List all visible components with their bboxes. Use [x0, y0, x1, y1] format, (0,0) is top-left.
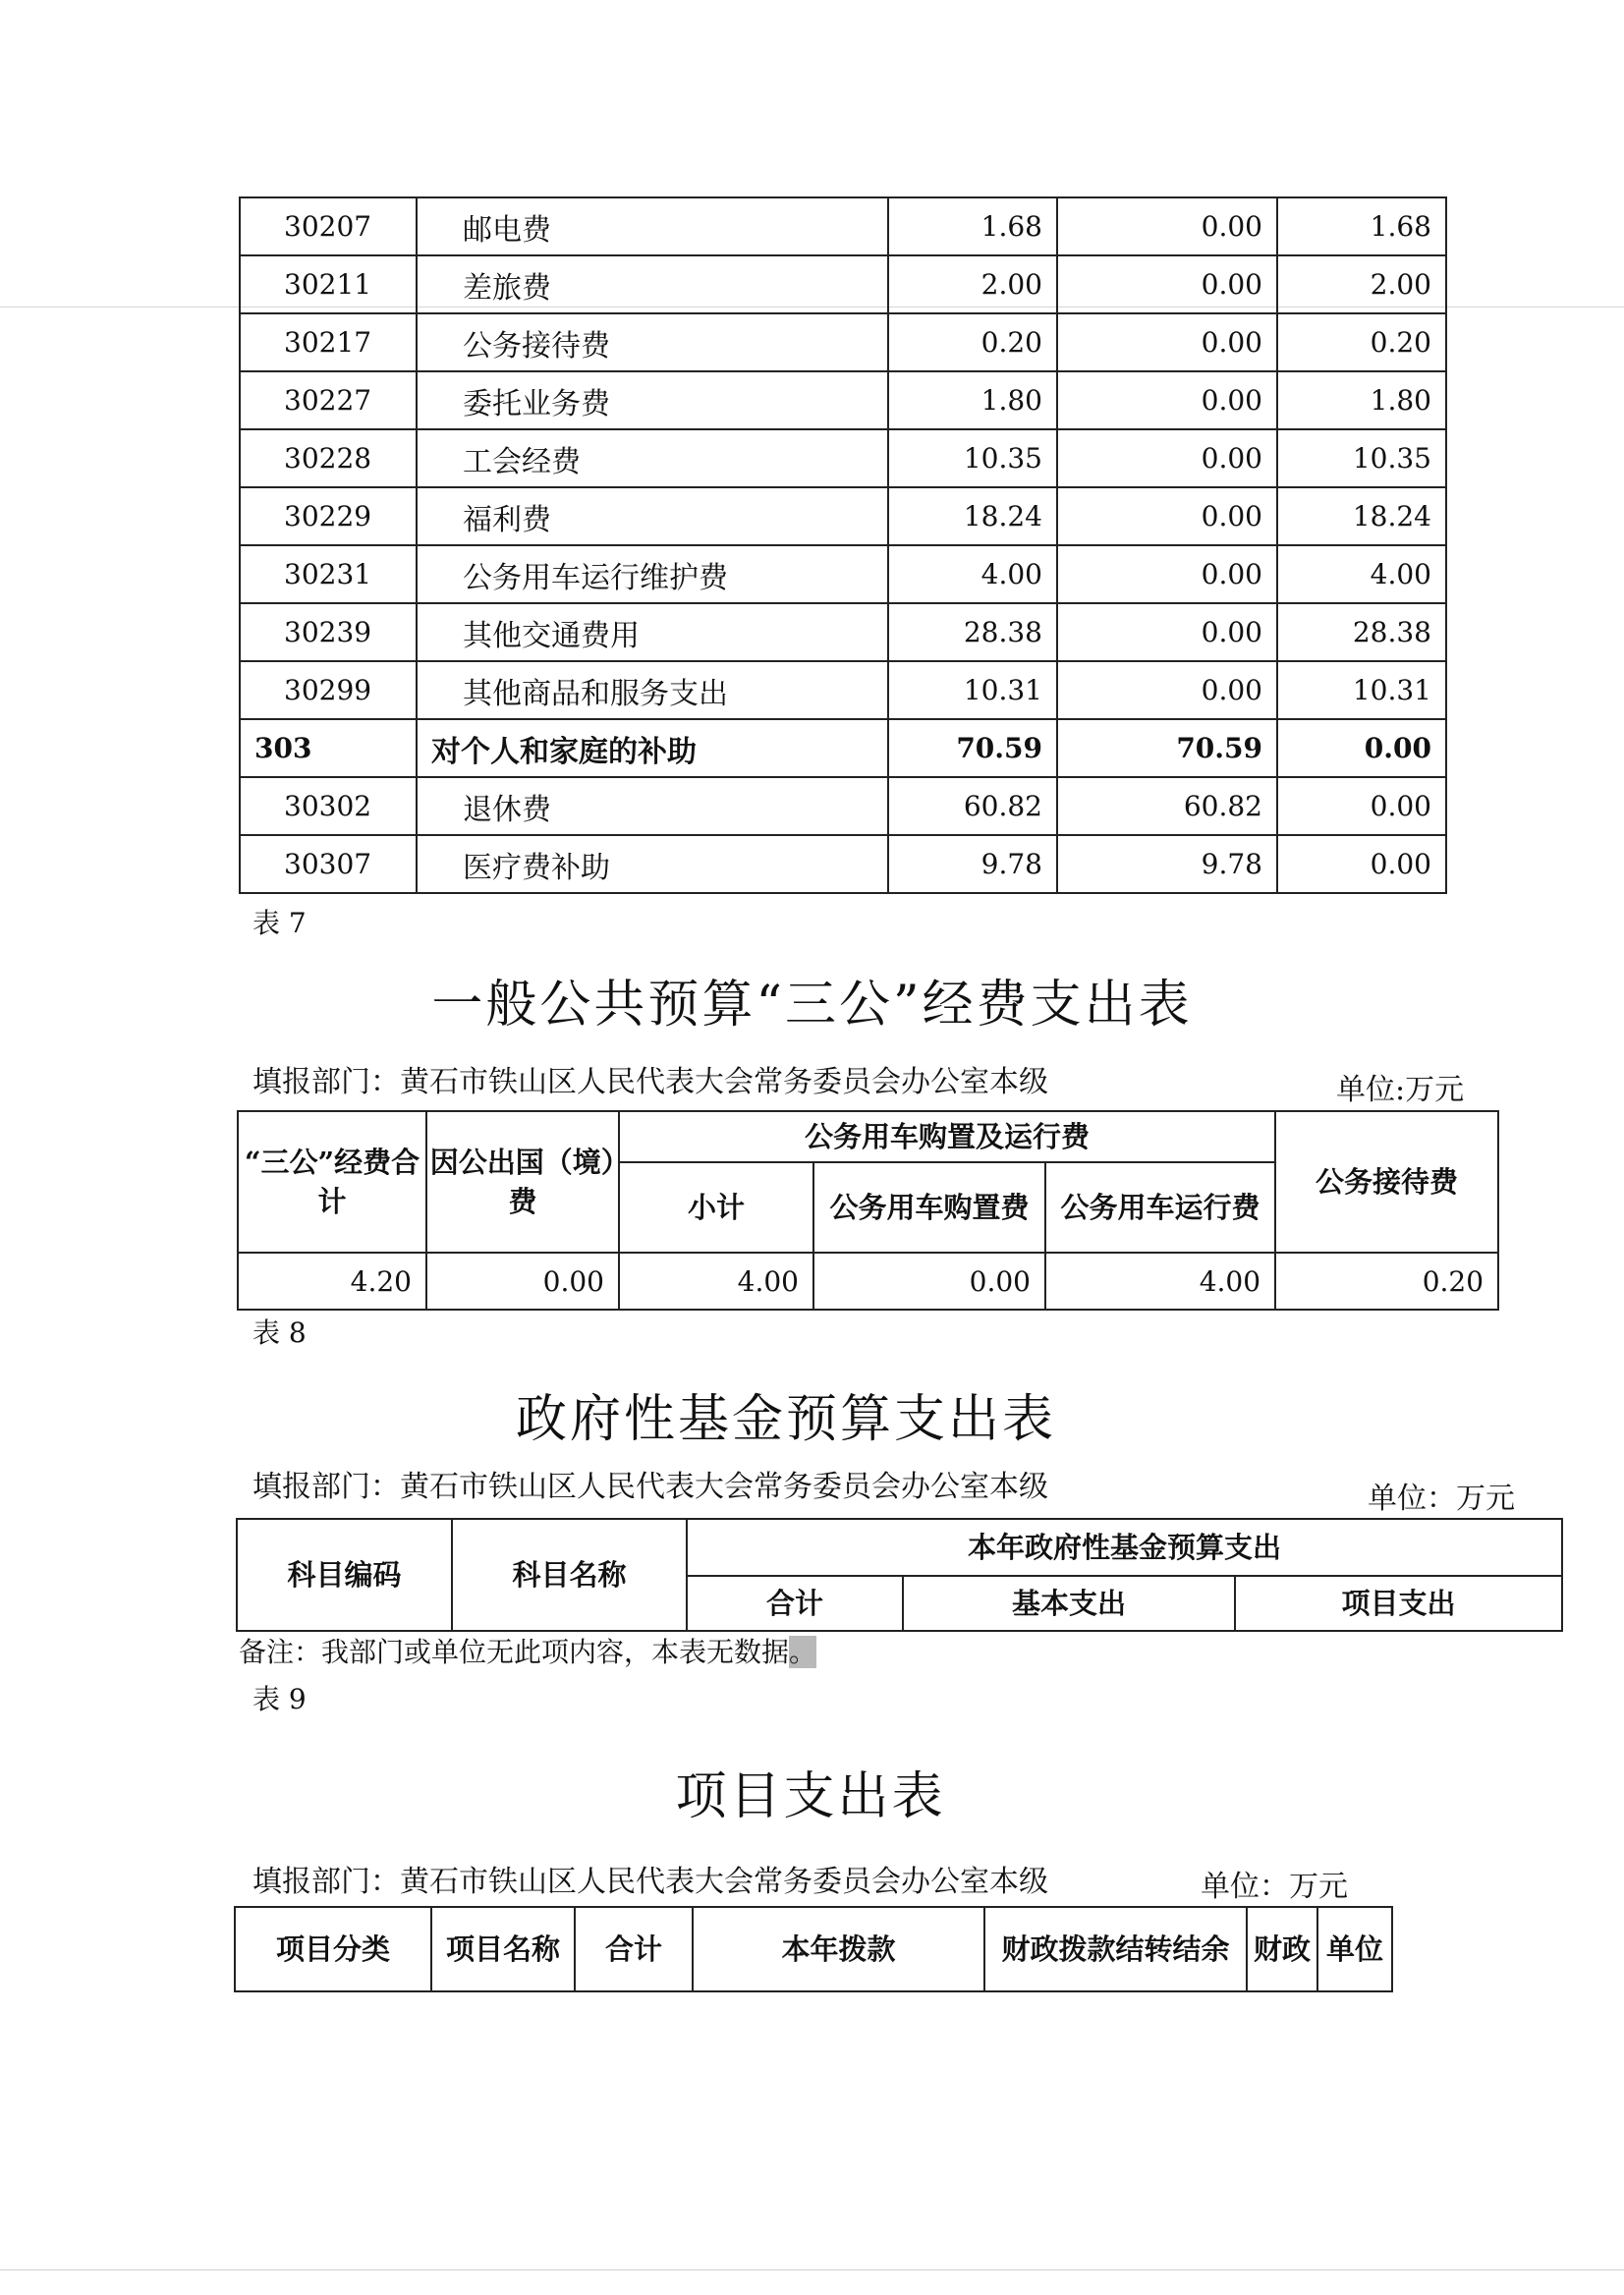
- header-fund-project: 项目支出: [1235, 1576, 1562, 1631]
- row-name: 其他商品和服务支出: [417, 661, 888, 719]
- row-project: 0.00: [1277, 777, 1446, 835]
- header-subtotal: 小计: [619, 1162, 813, 1253]
- row-total: 28.38: [888, 603, 1057, 661]
- row-name: 退休费: [417, 777, 888, 835]
- row-project: 0.00: [1277, 835, 1446, 893]
- value-three-public-total: 4.20: [238, 1253, 426, 1310]
- table8-department: 填报部门：黄石市铁山区人民代表大会常务委员会办公室本级: [252, 1470, 1048, 1504]
- row-total: 10.31: [888, 661, 1057, 719]
- value-subtotal: 4.00: [619, 1253, 813, 1310]
- table-row: [240, 429, 1446, 487]
- table8-note: [239, 1631, 816, 1670]
- row-total: 0.20: [888, 313, 1057, 371]
- row-code: 303: [240, 719, 417, 777]
- row-total: 9.78: [888, 835, 1057, 893]
- row-project: 4.00: [1277, 545, 1446, 603]
- row-total: 10.35: [888, 429, 1057, 487]
- header-current-appropriation: 本年拨款: [693, 1907, 984, 1991]
- row-basic: 9.78: [1057, 835, 1277, 893]
- row-project: 1.80: [1277, 371, 1446, 429]
- row-basic: 0.00: [1057, 197, 1277, 255]
- header-fund-basic: 基本支出: [903, 1576, 1235, 1631]
- table-row: [240, 197, 1446, 255]
- row-basic: 0.00: [1057, 661, 1277, 719]
- header-project-total: 合计: [575, 1907, 693, 1991]
- table7-label: 表 7: [252, 907, 307, 939]
- row-name: 福利费: [417, 487, 888, 545]
- header-vehicle-operation: 公务用车运行费: [1045, 1162, 1275, 1253]
- row-name: 差旅费: [417, 255, 888, 313]
- row-total: 18.24: [888, 487, 1057, 545]
- row-project: 18.24: [1277, 487, 1446, 545]
- row-total: 2.00: [888, 255, 1057, 313]
- header-finance: 财政: [1247, 1907, 1317, 1991]
- row-code: 30239: [240, 603, 417, 661]
- row-basic: 0.00: [1057, 313, 1277, 371]
- row-project: 28.38: [1277, 603, 1446, 661]
- row-project: 2.00: [1277, 255, 1446, 313]
- row-name: 工会经费: [417, 429, 888, 487]
- row-code: 30217: [240, 313, 417, 371]
- row-code: 30302: [240, 777, 417, 835]
- table9-label: 表 9: [252, 1683, 307, 1715]
- header-fund-total: 合计: [687, 1576, 903, 1631]
- table7-title: 一般公共预算“三公”经费支出表: [431, 976, 1193, 1035]
- row-basic: 70.59: [1057, 719, 1277, 777]
- row-code: 30228: [240, 429, 417, 487]
- row-name: 对个人和家庭的补助: [417, 719, 888, 777]
- table-row: [240, 545, 1446, 603]
- table-row: [240, 255, 1446, 313]
- table8-label: 表 8: [252, 1316, 307, 1349]
- value-abroad: 0.00: [426, 1253, 619, 1310]
- row-name: 公务用车运行维护费: [417, 545, 888, 603]
- row-basic: 0.00: [1057, 255, 1277, 313]
- table7-unit: 单位:万元: [1336, 1073, 1465, 1107]
- row-name: 其他交通费用: [417, 603, 888, 661]
- header-vehicle-purchase: 公务用车购置费: [813, 1162, 1045, 1253]
- header-fund-group: 本年政府性基金预算支出: [687, 1519, 1562, 1576]
- row-project: 1.68: [1277, 197, 1446, 255]
- row-code: 30307: [240, 835, 417, 893]
- row-code: 30211: [240, 255, 417, 313]
- row-basic: 0.00: [1057, 429, 1277, 487]
- row-basic: 0.00: [1057, 487, 1277, 545]
- government-fund-table: [236, 1518, 1563, 1632]
- row-total: 1.68: [888, 197, 1057, 255]
- header-three-public-total: “三公”经费合计: [238, 1111, 426, 1253]
- row-basic: 0.00: [1057, 371, 1277, 429]
- row-name: 委托业务费: [417, 371, 888, 429]
- table8-unit: 单位：万元: [1368, 1482, 1515, 1516]
- value-vehicle-purchase: 0.00: [813, 1253, 1045, 1310]
- table-row: [240, 371, 1446, 429]
- row-project: 0.20: [1277, 313, 1446, 371]
- row-total: 70.59: [888, 719, 1057, 777]
- row-name: 邮电费: [417, 197, 888, 255]
- table-row: [240, 313, 1446, 371]
- row-name: 公务接待费: [417, 313, 888, 371]
- project-expense-table: [234, 1906, 1393, 1992]
- row-basic: 0.00: [1057, 603, 1277, 661]
- value-vehicle-operation: 4.00: [1045, 1253, 1275, 1310]
- header-project-category: 项目分类: [235, 1907, 431, 1991]
- table-row: [240, 487, 1446, 545]
- header-abroad: 因公出国（境）费: [426, 1111, 619, 1253]
- table9-department: 填报部门：黄石市铁山区人民代表大会常务委员会办公室本级: [252, 1865, 1048, 1899]
- header-unit: 单位: [1317, 1907, 1392, 1991]
- row-code: 30207: [240, 197, 417, 255]
- header-reception: 公务接待费: [1275, 1111, 1498, 1253]
- header-fiscal-carryover: 财政拨款结转结余: [984, 1907, 1247, 1991]
- row-project: 0.00: [1277, 719, 1446, 777]
- row-total: 1.80: [888, 371, 1057, 429]
- row-code: 30229: [240, 487, 417, 545]
- value-reception: 0.20: [1275, 1253, 1498, 1310]
- table-row: [240, 661, 1446, 719]
- table8-note-text: 备注：我部门或单位无此项内容，本表无数据: [239, 1636, 790, 1668]
- table9-unit: 单位：万元: [1201, 1870, 1348, 1904]
- row-code: 30227: [240, 371, 417, 429]
- row-code: 30299: [240, 661, 417, 719]
- scan-bottom-line: [0, 2269, 1624, 2270]
- row-project: 10.31: [1277, 661, 1446, 719]
- row-code: 30231: [240, 545, 417, 603]
- header-subject-code: 科目编码: [237, 1519, 452, 1631]
- row-basic: 0.00: [1057, 545, 1277, 603]
- header-subject-name: 科目名称: [452, 1519, 687, 1631]
- header-project-name: 项目名称: [431, 1907, 575, 1991]
- three-public-expense-table: [237, 1110, 1499, 1311]
- table9-title: 项目支出表: [675, 1767, 946, 1826]
- table8-title: 政府性基金预算支出表: [515, 1390, 1056, 1449]
- header-vehicle-group: 公务用车购置及运行费: [619, 1111, 1275, 1162]
- row-name: 医疗费补助: [417, 835, 888, 893]
- table-row: [240, 835, 1446, 893]
- row-basic: 60.82: [1057, 777, 1277, 835]
- row-total: 4.00: [888, 545, 1057, 603]
- row-project: 10.35: [1277, 429, 1446, 487]
- table-row: [240, 719, 1446, 777]
- table8-note-end: 。: [789, 1636, 817, 1668]
- table-row: [240, 603, 1446, 661]
- table-row: [240, 777, 1446, 835]
- row-total: 60.82: [888, 777, 1057, 835]
- expense-detail-table: [239, 196, 1447, 894]
- table7-department: 填报部门：黄石市铁山区人民代表大会常务委员会办公室本级: [252, 1065, 1048, 1099]
